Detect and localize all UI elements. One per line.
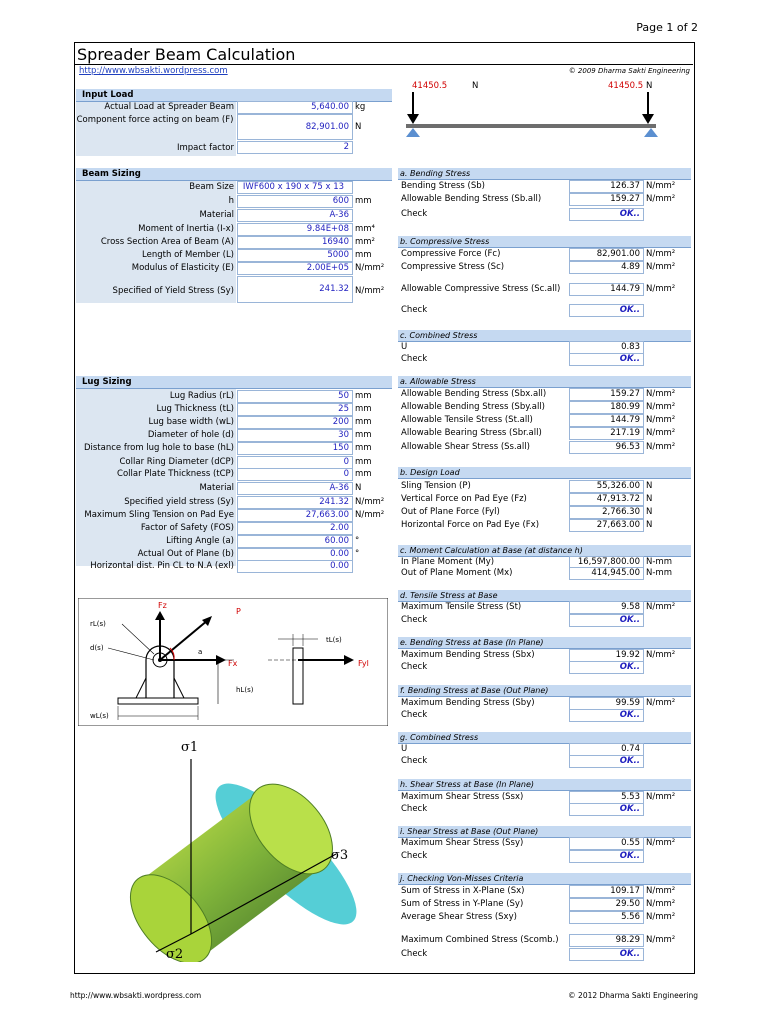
- lug-row-label: Material: [199, 483, 234, 493]
- design-row-value: 47,913.72: [569, 493, 644, 506]
- allowable-row-value: 159.27: [569, 388, 644, 401]
- lug-row-label: Collar Ring Diameter (dCP): [119, 457, 234, 467]
- lug-row-label: Maximum Sling Tension on Pad Eye: [84, 510, 234, 520]
- section-header-comb2: g. Combined Stress: [398, 732, 691, 744]
- lug-row-unit: mm: [355, 391, 372, 401]
- hl-label: hL(s): [236, 686, 254, 694]
- compressive-row-value: 82,901.00: [569, 248, 644, 261]
- check-label: Check: [401, 662, 428, 672]
- lug-row-value[interactable]: 50: [237, 390, 353, 403]
- design-row-label: Out of Plane Force (Fyl): [401, 507, 500, 517]
- tensile-row-value: 9.58: [569, 601, 644, 614]
- p-label: P: [236, 607, 241, 616]
- bend_in-row-unit: N/mm²: [646, 650, 676, 660]
- h-label: h: [228, 196, 234, 206]
- input-load-label: Actual Load at Spreader Beam: [104, 102, 234, 112]
- lug-row-value[interactable]: 30: [237, 429, 353, 442]
- lug-row-label: Horizontal dist. Pin CL to N.A (exl): [90, 561, 234, 571]
- lug-row-value[interactable]: 0.00: [237, 548, 353, 561]
- allowable-row-unit: N/mm²: [646, 428, 676, 438]
- lug-row-label: Lug Thickness (tL): [156, 404, 234, 414]
- website-link[interactable]: http://www.wbsakti.wordpress.com: [79, 66, 228, 76]
- inertia-label: Moment of Inertia (I-x): [138, 224, 234, 234]
- design-row-value: 2,766.30: [569, 506, 644, 519]
- check-status: OK..: [569, 803, 644, 816]
- check-label: Check: [401, 354, 428, 364]
- shear_out-row-label: Maximum Shear Stress (Ssy): [401, 838, 524, 848]
- lug-row-label: Lifting Angle (a): [166, 536, 234, 546]
- allowable-row-unit: N/mm²: [646, 415, 676, 425]
- check-label: Check: [401, 949, 428, 959]
- sigma3-label: σ3: [331, 848, 349, 863]
- compressive-row-unit: N/mm²: [646, 262, 676, 272]
- section-header-design: b. Design Load: [398, 467, 691, 479]
- tensile-row-label: Maximum Tensile Stress (St): [401, 602, 522, 612]
- vonmises-row-label: Average Shear Stress (Sxy): [401, 912, 517, 922]
- bend_in-row-label: Maximum Bending Stress (Sbx): [401, 650, 535, 660]
- shear_in-row-value: 5.53: [569, 791, 644, 804]
- moment-row-unit: N-mm: [646, 568, 672, 578]
- vonmises-row-label: Maximum Combined Stress (Scomb.): [401, 935, 559, 945]
- check-status: OK..: [569, 850, 644, 863]
- check-status: OK..: [569, 304, 644, 317]
- design-row-value: 55,326.00: [569, 480, 644, 493]
- lug-row-label: Diameter of hole (d): [147, 430, 234, 440]
- impact-factor-label: Impact factor: [176, 143, 234, 153]
- lug-row-unit: °: [355, 549, 360, 559]
- bending-row-value: 126.37: [569, 180, 644, 193]
- vonmises-row-label: Sum of Stress in Y-Plane (Sy): [401, 899, 524, 909]
- design-row-unit: N: [646, 494, 653, 504]
- allowable-row-value: 144.79: [569, 414, 644, 427]
- footer-copyright: © 2012 Dharma Sakti Engineering: [568, 991, 698, 1000]
- check-label: Check: [401, 209, 428, 219]
- lug-row-value[interactable]: 200: [237, 416, 353, 429]
- impact-factor-value[interactable]: 2: [237, 141, 353, 154]
- allowable-row-unit: N/mm²: [646, 389, 676, 399]
- moment-row-label: Out of Plane Moment (Mx): [401, 568, 513, 578]
- bending-row-unit: N/mm²: [646, 181, 676, 191]
- lug-row-value[interactable]: 27,663.00: [237, 509, 353, 522]
- allowable-row-label: Allowable Bearing Stress (Sbr.all): [401, 428, 542, 438]
- compressive-row-unit: N/mm²: [646, 249, 676, 259]
- right-load-unit: N: [646, 81, 653, 91]
- beam-load-diagram: [396, 74, 692, 144]
- section-header-bend_out: f. Bending Stress at Base (Out Plane): [398, 685, 691, 697]
- input-load-header: Input Load: [76, 89, 392, 102]
- allowable-row-unit: N/mm²: [646, 442, 676, 452]
- vonmises-row-unit: N/mm²: [646, 912, 676, 922]
- moment-row-value: 16,597,800.00: [569, 556, 644, 569]
- lug-row-label: Collar Plate Thickness (tCP): [117, 469, 234, 479]
- bending-row-value: 159.27: [569, 193, 644, 206]
- lug-sizing-header: Lug Sizing: [76, 376, 392, 389]
- page-number: Page 1 of 2: [636, 21, 698, 34]
- section-header-compressive: b. Compressive Stress: [398, 236, 691, 248]
- lug-row-unit: mm: [355, 430, 372, 440]
- lug-row-value[interactable]: 2.00: [237, 522, 353, 535]
- wl-label: wL(s): [90, 712, 109, 720]
- compressive-row-label: Compressive Force (Fc): [401, 249, 501, 259]
- lug-row-unit: N: [355, 483, 362, 493]
- check-status: OK..: [569, 709, 644, 722]
- allowable-row-label: Allowable Bending Stress (Sby.all): [401, 402, 545, 412]
- component-force-value[interactable]: 82,901.00: [237, 114, 353, 140]
- d-label: d(s): [90, 644, 104, 652]
- lug-row-label: Factor of Safety (FOS): [140, 523, 234, 533]
- lug-row-value[interactable]: 0: [237, 456, 353, 469]
- area-label: Cross Section Area of Beam (A): [100, 237, 234, 247]
- check-status: OK..: [569, 614, 644, 627]
- check-label: Check: [401, 804, 428, 814]
- vonmises-row-value: 109.17: [569, 885, 644, 898]
- section-header-bending: a. Bending Stress: [398, 168, 691, 180]
- modulus-label: Modulus of Elasticity (E): [131, 263, 234, 273]
- fyl-label: Fyl: [358, 659, 369, 668]
- lug-diagram: [78, 598, 388, 726]
- shear_out-row-unit: N/mm²: [646, 838, 676, 848]
- allowable-row-unit: N/mm²: [646, 402, 676, 412]
- lug-row-value[interactable]: 0.00: [237, 560, 353, 573]
- lug-row-unit: mm: [355, 417, 372, 427]
- compressive-row-value: 4.89: [569, 261, 644, 274]
- input-load-unit: kg: [355, 102, 366, 112]
- inertia-unit: mm⁴: [355, 224, 375, 234]
- bend_out-row-label: Maximum Bending Stress (Sby): [401, 698, 535, 708]
- lug-row-value[interactable]: 0: [237, 468, 353, 481]
- title-divider: [75, 64, 693, 65]
- section-header-moment: c. Moment Calculation at Base (at distance h): [398, 545, 691, 557]
- compressive-row-unit: N/mm²: [646, 284, 676, 294]
- area-unit: mm²: [355, 237, 375, 247]
- material-label: Material: [199, 210, 234, 220]
- beam-sizing-header: Beam Sizing: [76, 168, 392, 181]
- lug-row-label: Specified yield stress (Sy): [124, 497, 234, 507]
- vonmises-row-value: 29.50: [569, 898, 644, 911]
- sigma2-label: σ2: [166, 947, 184, 962]
- section-header-tensile: d. Tensile Stress at Base: [398, 590, 691, 602]
- modulus-value[interactable]: 2.00E+05: [237, 262, 353, 275]
- component-force-label: Component force acting on beam (F): [76, 115, 234, 125]
- design-row-unit: N: [646, 520, 653, 530]
- input-load-value[interactable]: 5,640.00: [237, 101, 353, 114]
- lug-row-value[interactable]: 241.32: [237, 496, 353, 509]
- lug-row-unit: N/mm²: [355, 497, 385, 507]
- right-load-value: 41450.5: [608, 81, 644, 91]
- allowable-row-label: Allowable Shear Stress (Ss.all): [401, 442, 530, 452]
- check-status: OK..: [569, 948, 644, 961]
- lug-row-label: Lug Radius (rL): [169, 391, 234, 401]
- design-row-value: 27,663.00: [569, 519, 644, 532]
- check-label: Check: [401, 615, 428, 625]
- section-header-bend_in: e. Bending Stress at Base (In Plane): [398, 637, 691, 649]
- check-status: OK..: [569, 755, 644, 768]
- section-header-vonmises: j. Checking Von-Misses Criteria: [398, 873, 691, 885]
- shear_in-row-unit: N/mm²: [646, 792, 676, 802]
- lug-row-value[interactable]: A-36: [237, 482, 353, 495]
- vonmises-row-value: 98.29: [569, 934, 644, 947]
- check-label: Check: [401, 710, 428, 720]
- h-value[interactable]: 600: [237, 195, 353, 208]
- lug-row-unit: mm: [355, 443, 372, 453]
- allowable-row-value: 180.99: [569, 401, 644, 414]
- von-mises-illustration: [96, 734, 396, 962]
- lug-row-unit: mm: [355, 457, 372, 467]
- modulus-unit: N/mm²: [355, 263, 385, 273]
- section-header-shear_out: i. Shear Stress at Base (Out Plane): [398, 826, 691, 838]
- yield-stress-unit: N/mm²: [355, 286, 385, 296]
- lug-row-label: Lug base width (wL): [148, 417, 234, 427]
- combined-row-label: U: [401, 342, 408, 352]
- lug-row-value[interactable]: 150: [237, 442, 353, 455]
- comb2-row-value: 0.74: [569, 743, 644, 756]
- design-row-unit: N: [646, 481, 653, 491]
- design-row-unit: N: [646, 507, 653, 517]
- footer-link: http://www.wbsakti.wordpress.com: [70, 991, 202, 1000]
- check-status: OK..: [569, 353, 644, 366]
- allowable-row-value: 217.19: [569, 427, 644, 440]
- allowable-row-label: Allowable Tensile Stress (St.all): [401, 415, 533, 425]
- material-value[interactable]: A-36: [237, 209, 353, 222]
- lug-row-unit: mm: [355, 404, 372, 414]
- vonmises-row-unit: N/mm²: [646, 935, 676, 945]
- inertia-value[interactable]: 9.84E+08: [237, 223, 353, 236]
- angle-label: a: [198, 648, 203, 656]
- check-label: Check: [401, 756, 428, 766]
- comb2-row-label: U: [401, 744, 408, 754]
- component-force-unit: N: [355, 122, 362, 132]
- beam-size-value[interactable]: IWF600 x 190 x 75 x 13: [237, 181, 353, 194]
- check-label: Check: [401, 305, 428, 315]
- section-header-shear_in: h. Shear Stress at Base (In Plane): [398, 779, 691, 791]
- compressive-row-value: 144.79: [569, 283, 644, 296]
- h-unit: mm: [355, 196, 372, 206]
- bend_out-row-unit: N/mm²: [646, 698, 676, 708]
- copyright: © 2009 Dharma Sakti Engineering: [568, 67, 690, 75]
- check-status: OK..: [569, 661, 644, 674]
- yield-stress-label: Specified of Yield Stress (Sy): [112, 286, 234, 296]
- design-row-label: Vertical Force on Pad Eye (Fz): [401, 494, 527, 504]
- rl-label: rL(s): [90, 620, 106, 628]
- vonmises-row-value: 5.56: [569, 911, 644, 924]
- left-load-value: 41450.5: [412, 81, 448, 91]
- lug-row-value[interactable]: 60.00: [237, 535, 353, 548]
- lug-row-unit: N/mm²: [355, 510, 385, 520]
- shear_in-row-label: Maximum Shear Stress (Ssx): [401, 792, 524, 802]
- tensile-row-unit: N/mm²: [646, 602, 676, 612]
- vonmises-row-label: Sum of Stress in X-Plane (Sx): [401, 886, 525, 896]
- moment-row-unit: N-mm: [646, 557, 672, 567]
- fx-label: Fx: [228, 659, 238, 668]
- design-row-label: Horizontal Force on Pad Eye (Fx): [401, 520, 540, 530]
- vonmises-row-unit: N/mm²: [646, 899, 676, 909]
- moment-row-value: 414,945.00: [569, 567, 644, 580]
- lug-row-unit: °: [355, 536, 360, 546]
- combined-row-value: 0.83: [569, 341, 644, 354]
- check-status: OK..: [569, 208, 644, 221]
- compressive-row-label: Compressive Stress (Sc): [401, 262, 505, 272]
- length-value[interactable]: 5000: [237, 249, 353, 262]
- fz-label: Fz: [158, 601, 167, 610]
- allowable-row-label: Allowable Bending Stress (Sbx.all): [401, 389, 547, 399]
- check-label: Check: [401, 851, 428, 861]
- tl-label: tL(s): [326, 636, 342, 644]
- lug-row-unit: mm: [355, 469, 372, 479]
- bend_in-row-value: 19.92: [569, 649, 644, 662]
- bend_out-row-value: 99.59: [569, 697, 644, 710]
- left-load-unit: N: [472, 81, 479, 91]
- moment-row-label: In Plane Moment (My): [401, 557, 495, 567]
- sigma1-label: σ1: [181, 740, 199, 755]
- length-label: Length of Member (L): [142, 250, 234, 260]
- vonmises-row-unit: N/mm²: [646, 886, 676, 896]
- area-value[interactable]: 16940: [237, 236, 353, 249]
- page-title: Spreader Beam Calculation: [77, 45, 296, 64]
- length-unit: mm: [355, 250, 372, 260]
- bending-row-label: Bending Stress (Sb): [401, 181, 485, 191]
- allowable-row-value: 96.53: [569, 441, 644, 454]
- shear_out-row-value: 0.55: [569, 837, 644, 850]
- lug-row-label: Actual Out of Plane (b): [137, 549, 234, 559]
- bending-row-label: Allowable Bending Stress (Sb.all): [401, 194, 542, 204]
- yield-stress-value[interactable]: 241.32: [237, 276, 353, 303]
- lug-row-label: Distance from lug hole to base (hL): [83, 443, 234, 453]
- design-row-label: Sling Tension (P): [401, 481, 471, 491]
- bending-row-unit: N/mm²: [646, 194, 676, 204]
- lug-row-value[interactable]: 25: [237, 403, 353, 416]
- section-header-allowable: a. Allowable Stress: [398, 376, 691, 388]
- section-header-combined: c. Combined Stress: [398, 330, 691, 342]
- compressive-row-label: Allowable Compressive Stress (Sc.all): [401, 284, 561, 294]
- beam-size-label: Beam Size: [189, 182, 234, 192]
